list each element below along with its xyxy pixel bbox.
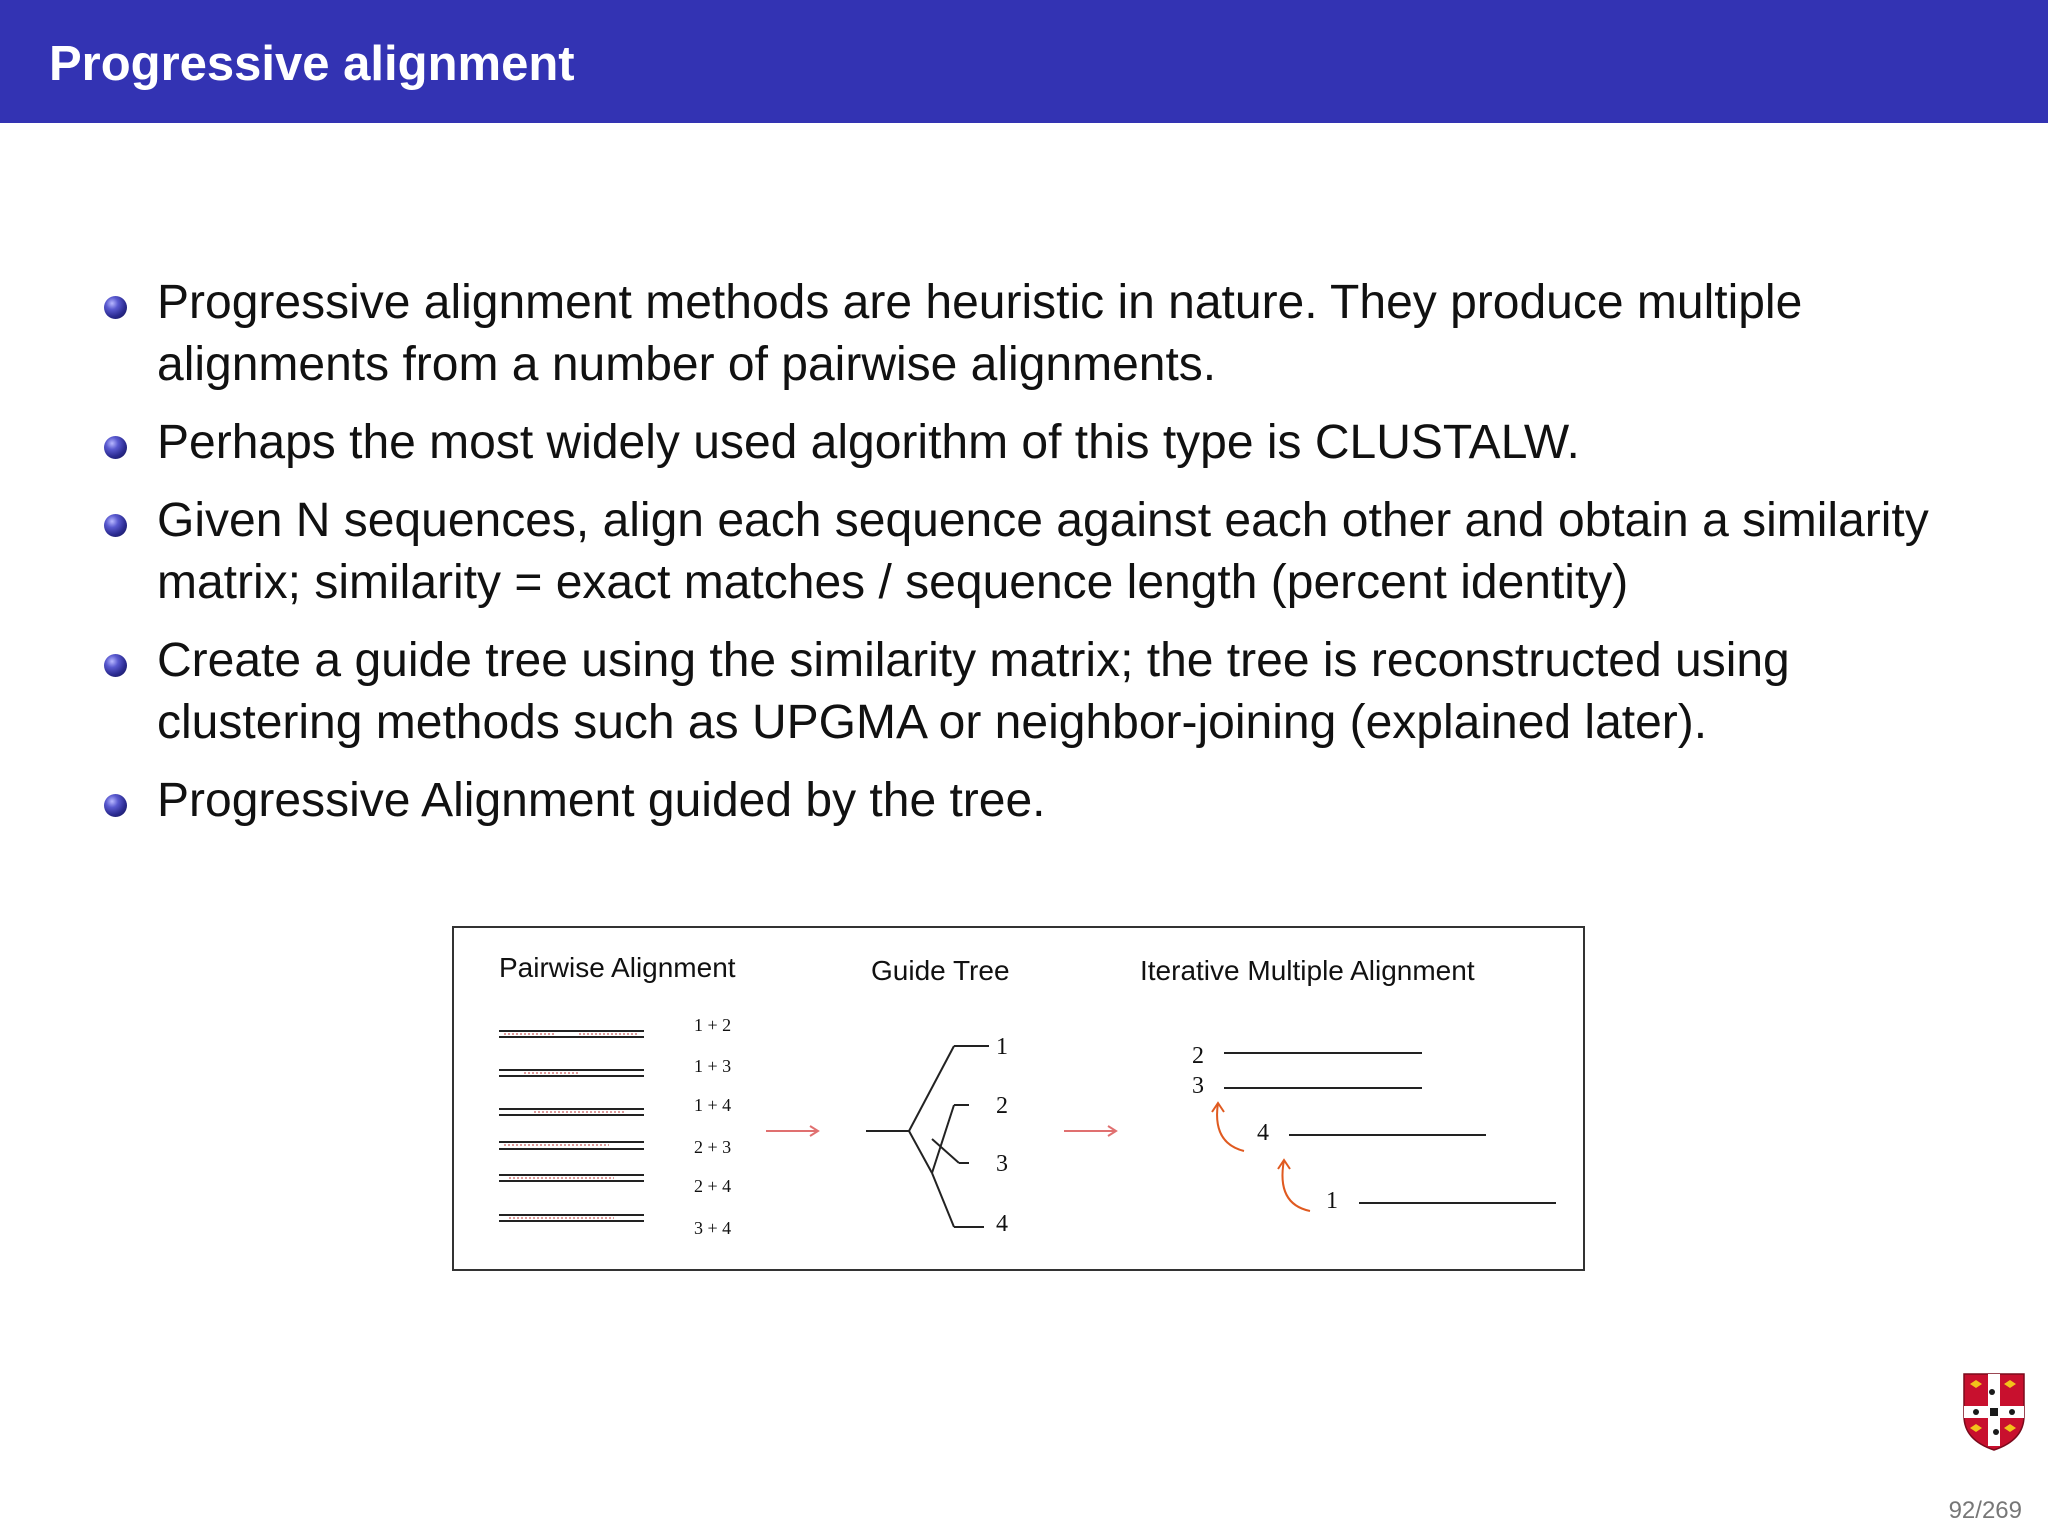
pair-label: 1 + 3 <box>694 1056 732 1076</box>
pair-label: 1 + 4 <box>694 1095 732 1115</box>
bullet-text: Create a guide tree using the similarity matrix; the tree is reconstructed using clustering methods such as UPGMA or neighbor-joining (explained later). <box>157 634 1790 749</box>
slide-title: Progressive alignment <box>49 37 575 91</box>
curved-arrow-icon <box>1278 1160 1310 1211</box>
bullet-text: Progressive alignment methods are heuristic in nature. They produce multiple alignments from a number of pairwise alignments. <box>157 276 1803 391</box>
page-current: 92 <box>1948 1497 1976 1524</box>
bullet-icon <box>104 296 127 319</box>
bullet-icon <box>104 436 127 459</box>
bullet-item <box>100 490 2000 614</box>
title-bar <box>0 0 2048 123</box>
bullet-item <box>100 630 2000 754</box>
msa-label: 4 <box>1257 1120 1269 1146</box>
bullet-item <box>100 272 2000 396</box>
pairwise-heading: Pairwise Alignment <box>499 952 736 983</box>
iterative-heading: Iterative Multiple Alignment <box>1140 955 1475 986</box>
bullet-text: Given N sequences, align each sequence against each other and obtain a similarity matrix; similarity = exact matches / sequence length (percent identity) <box>157 494 1929 609</box>
guide-tree <box>866 1046 989 1227</box>
pair-label: 2 + 4 <box>694 1176 732 1196</box>
pair-label: 3 + 4 <box>694 1218 732 1238</box>
right-arrow-icon <box>766 1126 818 1136</box>
guide-tree-heading: Guide Tree <box>871 955 1010 986</box>
curved-arrow-icon <box>1212 1103 1244 1151</box>
pair-label: 1 + 2 <box>694 1015 732 1035</box>
msa-label: 2 <box>1192 1043 1204 1069</box>
bullet-icon <box>104 514 127 537</box>
bullet-text: Perhaps the most widely used algorithm of this type is CLUSTALW. <box>157 416 1580 469</box>
bullet-text: Progressive Alignment guided by the tree. <box>157 774 1046 827</box>
bullet-list <box>100 272 2000 848</box>
pair-label: 2 + 3 <box>694 1137 732 1157</box>
page-number <box>1949 1497 2022 1525</box>
bullet-item <box>100 770 2000 832</box>
figure-svg <box>454 928 1587 1273</box>
tree-leaf-label: 2 <box>996 1093 1008 1119</box>
pairwise-lines <box>499 1031 644 1221</box>
bullet-icon <box>104 654 127 677</box>
tree-leaf-label: 3 <box>996 1151 1008 1177</box>
progressive-alignment-figure <box>452 926 1585 1271</box>
page-total: 269 <box>1981 1497 2022 1524</box>
bullet-icon <box>104 794 127 817</box>
msa-label: 1 <box>1326 1188 1338 1214</box>
tree-leaf-label: 1 <box>996 1034 1008 1060</box>
tree-leaf-label: 4 <box>996 1211 1008 1237</box>
pairwise-gap-marks <box>504 1034 639 1218</box>
bullet-item <box>100 412 2000 474</box>
university-crest-icon <box>1962 1372 2026 1452</box>
right-arrow-icon <box>1064 1126 1116 1136</box>
msa-label: 3 <box>1192 1073 1204 1099</box>
page-separator: / <box>1975 1497 1982 1524</box>
